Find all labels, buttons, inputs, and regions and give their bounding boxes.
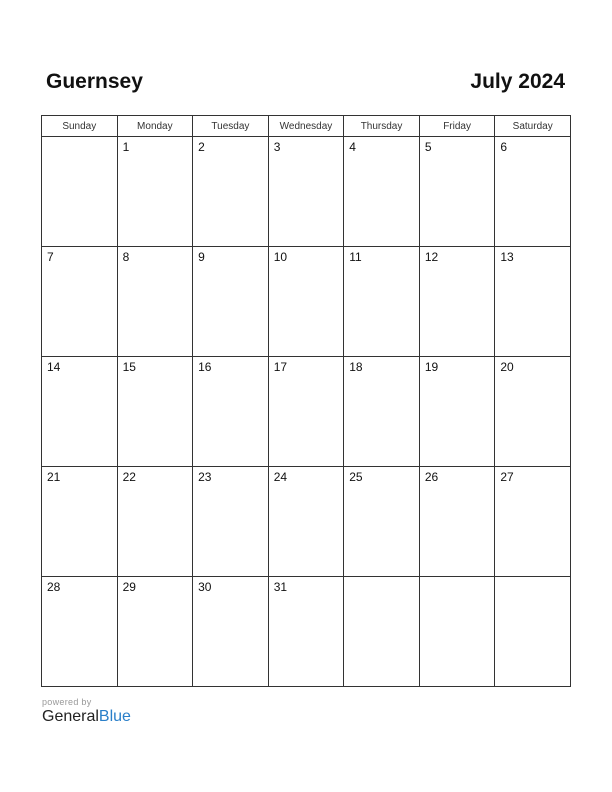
day-number: 21	[47, 470, 61, 484]
day-cell	[344, 467, 420, 577]
day-cell	[193, 357, 269, 467]
day-cell	[42, 467, 118, 577]
day-cell	[495, 137, 571, 247]
day-number: 1	[122, 140, 130, 154]
day-cell	[419, 247, 495, 357]
day-number: 28	[47, 580, 61, 594]
day-number	[42, 137, 117, 140]
day-number: 9	[198, 250, 205, 264]
weekday-saturday: Saturday	[495, 116, 571, 137]
day-cell	[193, 137, 269, 247]
weekday-friday: Friday	[419, 116, 495, 137]
day-number: 15	[122, 360, 136, 374]
day-cell	[419, 137, 495, 247]
brand-part2: Blue	[98, 708, 131, 725]
week-row	[42, 357, 571, 467]
day-number	[495, 577, 570, 580]
day-number: 27	[500, 470, 514, 484]
brand-part1: General	[42, 708, 99, 725]
day-number	[420, 577, 495, 580]
day-cell	[117, 577, 193, 687]
day-cell	[419, 357, 495, 467]
calendar-grid	[41, 115, 571, 687]
day-cell	[268, 137, 344, 247]
day-number: 14	[47, 360, 61, 374]
day-cell	[117, 247, 193, 357]
day-cell	[495, 357, 571, 467]
day-cell	[193, 247, 269, 357]
day-number: 29	[122, 580, 136, 594]
day-number: 24	[273, 470, 288, 484]
day-cell	[495, 577, 571, 687]
weekday-monday: Monday	[117, 116, 193, 137]
country-title: Guernsey	[46, 70, 143, 93]
day-cell	[344, 357, 420, 467]
weekday-thursday: Thursday	[344, 116, 420, 137]
day-cell	[268, 577, 344, 687]
day-cell	[42, 577, 118, 687]
day-number: 13	[500, 250, 514, 264]
day-cell	[117, 137, 193, 247]
day-number: 16	[198, 360, 212, 374]
day-cell	[268, 247, 344, 357]
day-number: 3	[273, 140, 281, 154]
day-cell	[495, 247, 571, 357]
day-number: 26	[424, 470, 439, 484]
day-cell	[419, 577, 495, 687]
powered-by-text: powered by	[42, 697, 92, 707]
day-number: 10	[273, 250, 288, 264]
day-number: 12	[424, 250, 439, 264]
calendar-header	[46, 70, 565, 100]
day-number: 17	[273, 360, 288, 374]
weekday-wednesday: Wednesday	[268, 116, 344, 137]
day-number: 25	[349, 470, 363, 484]
day-cell	[495, 467, 571, 577]
day-number: 6	[500, 140, 508, 154]
day-cell	[42, 357, 118, 467]
day-cell	[42, 247, 118, 357]
day-cell	[344, 137, 420, 247]
day-number: 19	[424, 360, 439, 374]
generalblue-logo[interactable]	[42, 708, 131, 726]
weekday-tuesday: Tuesday	[193, 116, 269, 137]
day-cell	[42, 137, 118, 247]
footer-branding	[42, 697, 131, 726]
week-row	[42, 467, 571, 577]
week-row	[42, 247, 571, 357]
weekday-sunday: Sunday	[42, 116, 118, 137]
day-number: 4	[349, 140, 356, 154]
day-cell	[117, 357, 193, 467]
day-cell	[193, 467, 269, 577]
day-cell	[268, 357, 344, 467]
day-cell	[344, 247, 420, 357]
day-cell	[419, 467, 495, 577]
week-row	[42, 137, 571, 247]
week-row	[42, 577, 571, 687]
day-number: 2	[198, 140, 205, 154]
day-number: 23	[198, 470, 212, 484]
day-number: 18	[349, 360, 363, 374]
weekday-header-row	[42, 116, 571, 137]
day-number: 5	[424, 140, 432, 154]
day-number: 30	[198, 580, 212, 594]
day-number: 8	[122, 250, 130, 264]
day-cell	[117, 467, 193, 577]
month-year-title: July 2024	[470, 70, 565, 93]
day-number: 11	[349, 250, 362, 264]
day-cell	[344, 577, 420, 687]
day-cell	[268, 467, 344, 577]
day-cell	[193, 577, 269, 687]
day-number	[344, 577, 419, 580]
day-number: 7	[47, 250, 54, 264]
day-number: 20	[500, 360, 514, 374]
day-number: 22	[122, 470, 136, 484]
day-number: 31	[273, 580, 288, 594]
